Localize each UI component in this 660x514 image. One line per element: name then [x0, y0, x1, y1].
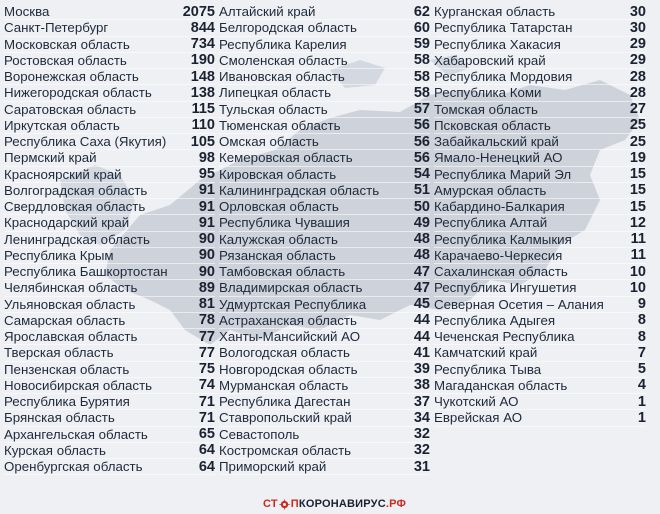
- table-row: [219, 459, 430, 475]
- table-row: [4, 248, 215, 264]
- table-row: [434, 297, 646, 313]
- table-row: [434, 85, 646, 101]
- case-count: 115: [191, 101, 215, 118]
- logo-text-koronavirus: КОРОНАВИРУС: [298, 498, 386, 510]
- case-count: 91: [198, 182, 215, 199]
- case-count: 4: [637, 377, 646, 394]
- case-count: 10: [629, 279, 646, 296]
- case-count: 29: [629, 52, 646, 69]
- case-count: 734: [190, 36, 215, 53]
- region-name: Москва: [4, 4, 50, 20]
- region-name: Нижегородская область: [4, 85, 152, 101]
- region-name: Оренбургская область: [4, 459, 143, 475]
- table-row: [219, 427, 430, 443]
- case-count: 844: [190, 19, 215, 36]
- table-row: [434, 362, 646, 378]
- table-row: [219, 102, 430, 118]
- case-count: 9: [637, 296, 646, 313]
- region-name: Волгоградская область: [4, 182, 148, 198]
- table-row: [4, 410, 215, 426]
- case-count: 95: [198, 166, 215, 183]
- case-count: 28: [629, 84, 646, 101]
- case-count: 190: [190, 52, 215, 69]
- table-row: [219, 297, 430, 313]
- case-count: 59: [413, 36, 430, 53]
- region-name: Новосибирская область: [4, 377, 153, 393]
- region-name: Северная Осетия – Алания: [434, 296, 604, 312]
- case-count: 29: [629, 36, 646, 53]
- region-name: Еврейская АО: [434, 410, 523, 426]
- region-name: Ленинградская область: [4, 231, 150, 247]
- region-name: Ставропольский край: [219, 410, 352, 426]
- region-name: Республика Мордовия: [434, 69, 573, 85]
- table-row: [4, 394, 215, 410]
- table-row: [434, 345, 646, 361]
- case-count: 15: [629, 166, 646, 183]
- region-name: Республика Чувашия: [219, 215, 350, 231]
- table-row: [4, 37, 215, 53]
- table-row: [4, 427, 215, 443]
- region-name: Челябинская область: [4, 280, 138, 296]
- stopkoronavirus-logo: [263, 498, 406, 510]
- region-name: Санкт-Петербург: [4, 20, 109, 36]
- table-row: [434, 248, 646, 264]
- region-name: Карачаево-Черкесия: [434, 247, 563, 263]
- region-name: Белгородская область: [219, 20, 357, 36]
- table-row: [4, 378, 215, 394]
- table-row: [434, 167, 646, 183]
- table-row: [434, 329, 646, 345]
- table-row: [219, 69, 430, 85]
- table-row: [434, 313, 646, 329]
- table-row: [219, 150, 430, 166]
- table-row: [4, 150, 215, 166]
- table-row: [4, 459, 215, 475]
- region-name: Алтайский край: [219, 4, 316, 20]
- table-row: [219, 118, 430, 134]
- table-row: [219, 329, 430, 345]
- region-name: Свердловская область: [4, 199, 146, 215]
- region-column-3: [434, 4, 646, 427]
- region-name: Севастополь: [219, 426, 300, 442]
- case-count: 2075: [182, 3, 215, 20]
- case-count: 50: [413, 198, 430, 215]
- case-count: 56: [413, 117, 430, 134]
- table-row: [219, 394, 430, 410]
- table-row: [219, 167, 430, 183]
- table-row: [4, 264, 215, 280]
- table-row: [219, 378, 430, 394]
- case-count: 90: [198, 263, 215, 280]
- case-count: 31: [413, 458, 430, 475]
- region-name: Омская область: [219, 134, 319, 150]
- case-count: 89: [198, 279, 215, 296]
- case-count: 65: [198, 426, 215, 443]
- region-name: Курская область: [4, 442, 106, 458]
- region-name: Самарская область: [4, 312, 126, 328]
- case-count: 28: [629, 68, 646, 85]
- case-count: 37: [413, 393, 430, 410]
- region-name: Томская область: [434, 101, 538, 117]
- region-name: Орловская область: [219, 199, 339, 215]
- case-count: 81: [198, 296, 215, 313]
- region-name: Республика Тыва: [434, 361, 542, 377]
- region-name: Архангельская область: [4, 426, 148, 442]
- case-count: 8: [637, 328, 646, 345]
- region-name: Кемеровская область: [219, 150, 353, 166]
- region-name: Камчатский край: [434, 345, 538, 361]
- case-count: 138: [190, 84, 215, 101]
- case-count: 48: [413, 231, 430, 248]
- region-name: Смоленская область: [219, 52, 348, 68]
- table-row: [219, 85, 430, 101]
- table-row: [434, 183, 646, 199]
- table-row: [434, 280, 646, 296]
- table-row: [434, 232, 646, 248]
- case-count: 30: [629, 3, 646, 20]
- case-count: 98: [198, 149, 215, 166]
- case-count: 44: [413, 328, 430, 345]
- table-row: [4, 69, 215, 85]
- table-row: [434, 37, 646, 53]
- table-row: [434, 215, 646, 231]
- virus-icon: [279, 499, 290, 510]
- case-count: 15: [629, 198, 646, 215]
- case-count: 25: [629, 133, 646, 150]
- case-count: 105: [190, 133, 215, 150]
- case-count: 30: [629, 19, 646, 36]
- region-name: Чукотский АО: [434, 394, 519, 410]
- region-name: Тамбовская область: [219, 264, 346, 280]
- table-row: [4, 297, 215, 313]
- region-name: Республика Коми: [434, 85, 542, 101]
- case-count: 5: [637, 361, 646, 378]
- region-name: Костромская область: [219, 442, 352, 458]
- table-row: [4, 102, 215, 118]
- case-count: 58: [413, 68, 430, 85]
- table-row: [219, 53, 430, 69]
- region-name: Хабаровский край: [434, 52, 546, 68]
- table-row: [219, 264, 430, 280]
- region-name: Ростовская область: [4, 52, 127, 68]
- region-name: Сахалинская область: [434, 264, 568, 280]
- case-count: 74: [198, 377, 215, 394]
- table-row: [4, 183, 215, 199]
- case-count: 54: [413, 166, 430, 183]
- case-count: 49: [413, 214, 430, 231]
- case-count: 1: [637, 393, 646, 410]
- case-count: 90: [198, 247, 215, 264]
- region-name: Тверская область: [4, 345, 114, 361]
- case-count: 90: [198, 231, 215, 248]
- case-count: 91: [198, 198, 215, 215]
- table-row: [4, 443, 215, 459]
- table-row: [434, 134, 646, 150]
- region-name: Амурская область: [434, 182, 547, 198]
- table-row: [434, 150, 646, 166]
- logo-text-p: П: [290, 498, 299, 510]
- table-row: [219, 215, 430, 231]
- region-name: Тульская область: [219, 101, 328, 117]
- case-count: 44: [413, 312, 430, 329]
- case-count: 12: [629, 214, 646, 231]
- region-name: Рязанская область: [219, 247, 336, 263]
- table-row: [219, 134, 430, 150]
- table-row: [434, 410, 646, 426]
- region-name: Брянская область: [4, 410, 115, 426]
- table-row: [4, 118, 215, 134]
- case-count: 32: [413, 426, 430, 443]
- region-name: Республика Ингушетия: [434, 280, 577, 296]
- region-name: Саратовская область: [4, 101, 137, 117]
- case-count: 32: [413, 442, 430, 459]
- case-count: 19: [629, 149, 646, 166]
- table-row: [219, 183, 430, 199]
- case-count: 148: [190, 68, 215, 85]
- region-name: Вологодская область: [219, 345, 350, 361]
- case-count: 56: [413, 133, 430, 150]
- table-row: [4, 329, 215, 345]
- case-count: 11: [630, 231, 646, 248]
- region-name: Приморский край: [219, 459, 327, 475]
- region-name: Кабардино-Балкария: [434, 199, 565, 215]
- table-row: [4, 215, 215, 231]
- case-count: 110: [191, 117, 215, 134]
- logo-text-rf: .РФ: [385, 498, 407, 510]
- region-name: Забайкальский край: [434, 134, 559, 150]
- table-row: [4, 53, 215, 69]
- logo-text-st: СТ: [263, 498, 278, 510]
- case-count: 47: [413, 279, 430, 296]
- table-row: [4, 232, 215, 248]
- table-row: [4, 362, 215, 378]
- case-count: 45: [413, 296, 430, 313]
- table-row: [4, 134, 215, 150]
- region-name: Псковская область: [434, 117, 551, 133]
- region-name: Ярославская область: [4, 329, 138, 345]
- case-count: 75: [198, 361, 215, 378]
- table-row: [4, 4, 215, 20]
- case-count: 51: [413, 182, 430, 199]
- table-row: [219, 37, 430, 53]
- table-row: [4, 167, 215, 183]
- case-count: 62: [413, 3, 430, 20]
- table-row: [219, 362, 430, 378]
- table-row: [219, 280, 430, 296]
- region-name: Владимирская область: [219, 280, 363, 296]
- case-count: 48: [413, 247, 430, 264]
- region-name: Калининградская область: [219, 182, 380, 198]
- region-name: Московская область: [4, 36, 130, 52]
- region-name: Республика Башкортостан: [4, 264, 168, 280]
- region-name: Мурманская область: [219, 377, 349, 393]
- table-row: [219, 345, 430, 361]
- table-row: [434, 102, 646, 118]
- region-name: Республика Бурятия: [4, 394, 130, 410]
- case-count: 15: [629, 182, 646, 199]
- case-count: 57: [413, 101, 430, 118]
- region-column-2: [219, 4, 430, 475]
- table-row: [4, 20, 215, 36]
- region-name: Пензенская область: [4, 361, 130, 377]
- table-row: [434, 53, 646, 69]
- table-row: [219, 232, 430, 248]
- case-count: 10: [629, 263, 646, 280]
- case-count: 56: [413, 149, 430, 166]
- case-count: 64: [198, 442, 215, 459]
- region-name: Республика Карелия: [219, 36, 347, 52]
- table-row: [4, 313, 215, 329]
- region-name: Ханты-Мансийский АО: [219, 329, 361, 345]
- region-name: Республика Крым: [4, 247, 114, 263]
- region-name: Липецкая область: [219, 85, 331, 101]
- region-name: Республика Хакасия: [434, 36, 561, 52]
- region-column-1: [4, 4, 215, 475]
- table-row: [434, 378, 646, 394]
- region-name: Ульяновская область: [4, 296, 136, 312]
- case-count: 77: [198, 328, 215, 345]
- table-row: [4, 280, 215, 296]
- region-name: Пермский край: [4, 150, 97, 166]
- case-count: 71: [198, 393, 215, 410]
- region-name: Ивановская область: [219, 69, 345, 85]
- table-row: [434, 394, 646, 410]
- table-row: [434, 264, 646, 280]
- region-name: Ямало-Ненецкий АО: [434, 150, 563, 166]
- case-count: 34: [413, 409, 430, 426]
- table-row: [4, 85, 215, 101]
- case-count: 7: [637, 344, 646, 361]
- table-row: [4, 345, 215, 361]
- region-name: Чеченская Республика: [434, 329, 575, 345]
- region-name: Кировская область: [219, 166, 337, 182]
- table-row: [219, 4, 430, 20]
- region-name: Республика Дагестан: [219, 394, 351, 410]
- table-row: [4, 199, 215, 215]
- case-count: 39: [413, 361, 430, 378]
- table-row: [219, 410, 430, 426]
- table-row: [434, 199, 646, 215]
- table-row: [219, 20, 430, 36]
- region-name: Воронежская область: [4, 69, 139, 85]
- region-name: Республика Саха (Якутия): [4, 134, 167, 150]
- region-name: Республика Марий Эл: [434, 166, 572, 182]
- case-count: 58: [413, 84, 430, 101]
- region-name: Удмуртская Республика: [219, 296, 367, 312]
- region-name: Республика Алтай: [434, 215, 548, 231]
- table-row: [434, 118, 646, 134]
- region-name: Краснодарский край: [4, 215, 130, 231]
- region-name: Республика Татарстан: [434, 20, 573, 36]
- table-row: [434, 69, 646, 85]
- case-count: 8: [637, 312, 646, 329]
- table-row: [434, 20, 646, 36]
- region-name: Астраханская область: [219, 312, 357, 328]
- region-name: Калужская область: [219, 231, 338, 247]
- region-name: Тюменская область: [219, 117, 341, 133]
- case-count: 41: [413, 344, 430, 361]
- region-name: Красноярский край: [4, 166, 122, 182]
- region-name: Иркутская область: [4, 117, 120, 133]
- region-name: Республика Адыгея: [434, 312, 556, 328]
- table-row: [219, 313, 430, 329]
- table-row: [219, 248, 430, 264]
- case-count: 64: [198, 458, 215, 475]
- case-count: 78: [198, 312, 215, 329]
- case-count: 11: [630, 247, 646, 264]
- case-count: 38: [413, 377, 430, 394]
- case-count: 60: [413, 19, 430, 36]
- case-count: 77: [198, 344, 215, 361]
- case-count: 91: [198, 214, 215, 231]
- case-count: 47: [413, 263, 430, 280]
- case-count: 71: [198, 409, 215, 426]
- case-count: 27: [629, 101, 646, 118]
- region-name: Новгородская область: [219, 361, 358, 377]
- region-name: Магаданская область: [434, 377, 568, 393]
- case-count: 58: [413, 52, 430, 69]
- case-count: 25: [629, 117, 646, 134]
- table-row: [219, 199, 430, 215]
- case-count: 1: [637, 409, 646, 426]
- table-row: [219, 443, 430, 459]
- table-row: [434, 4, 646, 20]
- region-name: Республика Калмыкия: [434, 231, 572, 247]
- region-name: Курганская область: [434, 4, 556, 20]
